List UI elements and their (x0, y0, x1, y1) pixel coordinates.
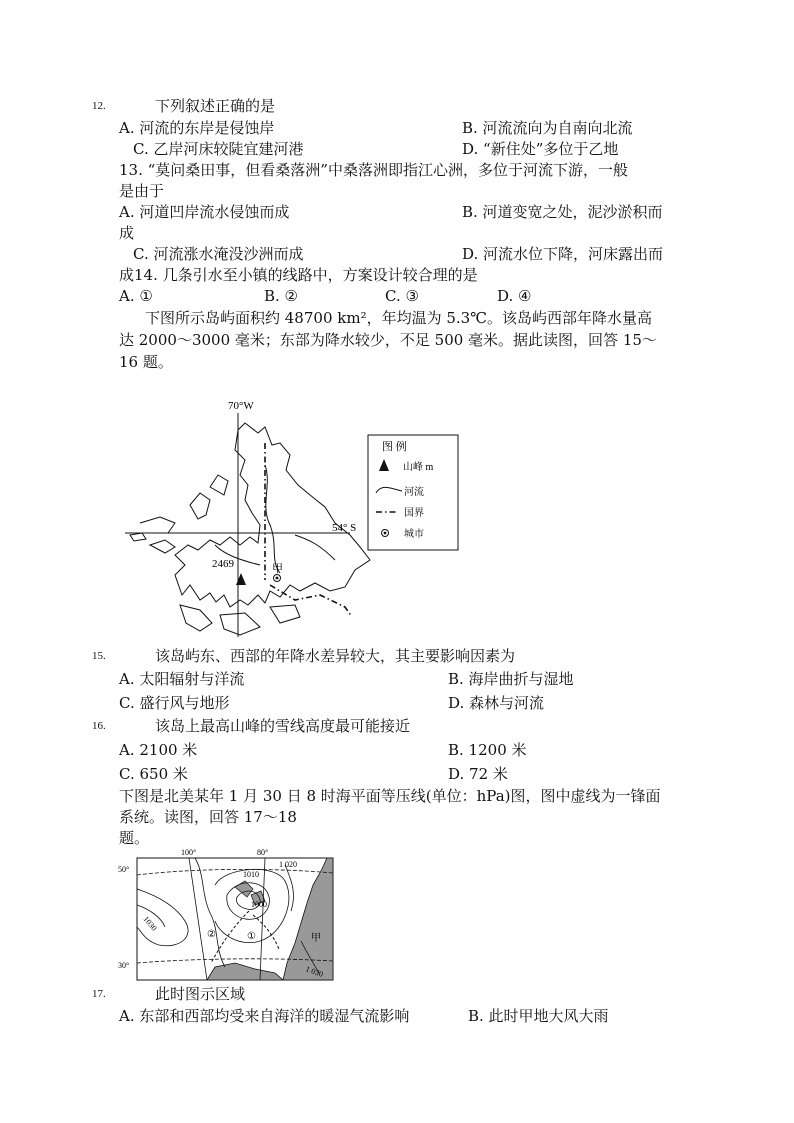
q15-number: 15. (92, 650, 106, 662)
legend-border: 国界 (404, 508, 424, 519)
longitude-label: 70°W (228, 400, 254, 412)
intro15-line1: 下图所示岛屿面积约 48700 km²，年均温为 5.3℃。该岛屿西部年降水量高 (145, 309, 652, 327)
island-coastline (175, 423, 370, 607)
q13-option-a: A. 河道凹岸流水侵蚀而成 (119, 203, 290, 221)
q15-option-c: C. 盛行风与地形 (119, 694, 230, 712)
q14-option-a: A. ① (119, 287, 153, 305)
lat50-label: 50° (118, 865, 130, 874)
q17-option-a: A. 东部和西部均受来自海洋的暖湿气流影响 (119, 1007, 410, 1025)
q17-number: 17. (92, 988, 106, 1000)
q13-option-b: B. 河道变宽之处，泥沙淤积而 (462, 203, 663, 221)
q17-stem: 此时图示区域 (155, 985, 246, 1003)
isobar-map (115, 845, 340, 985)
south-islands (180, 605, 300, 635)
city-label: 甲 (272, 563, 283, 575)
peak-elevation: 2469 (212, 558, 234, 570)
q15-option-a: A. 太阳辐射与洋流 (119, 670, 245, 688)
q12-option-a: A. 河流的东岸是侵蚀岸 (119, 119, 275, 137)
q16-option-d: D. 72 米 (448, 765, 508, 783)
q14-option-c: C. ③ (385, 287, 419, 305)
q12-option-b: B. 河流流向为自南向北流 (462, 119, 633, 137)
q12-option-d: D. “新住处”多位于乙地 (462, 140, 619, 158)
q13-option-d: D. 河流水位下降，河床露出而 (462, 245, 664, 263)
q15-option-b: B. 海岸曲折与湿地 (448, 670, 574, 688)
q12-option-c: C. 乙岸河床较陡宜建河港 (133, 140, 304, 158)
river-1 (265, 465, 280, 573)
q17-option-b: B. 此时甲地大风大雨 (468, 1007, 609, 1025)
intro15-line3: 16 题。 (119, 353, 173, 371)
river-2 (295, 535, 335, 560)
iso-1010-label: 1010 (243, 870, 259, 879)
latitude-label: 54° S (332, 522, 357, 534)
q16-option-b: B. 1200 米 (448, 741, 527, 759)
q14-option-b: B. ② (264, 287, 299, 305)
iso-1030-east-label: 1 030 (304, 964, 325, 980)
intro15-line2: 达 2000～3000 毫米；东部为降水较少，不足 500 毫米。据此读图，回答 15～ (119, 331, 657, 349)
mark-1: ① (247, 931, 256, 942)
intro17-line1: 下图是北美某年 1 月 30 日 8 时海平面等压线(单位：hPa)图，图中虚线为一锋面 (119, 787, 661, 805)
mark-jia: 甲 (311, 933, 321, 944)
legend-river: 河流 (404, 487, 424, 498)
q13-option-c: C. 河流涨水淹没沙洲而成 (133, 245, 304, 263)
lon100-label: 100° (181, 848, 197, 857)
q14-option-d: D. ④ (497, 287, 532, 305)
q16-option-a: A. 2100 米 (119, 741, 198, 759)
legend-peak: 山峰 m (403, 462, 434, 473)
q13-option-b-cont: 成 (119, 224, 135, 242)
iso-1000-label: 1000 (251, 900, 267, 909)
iso-1030-label: 1030 (141, 914, 159, 933)
iso-1020-label: 1 020 (279, 860, 297, 869)
q13-option-d-cont-q14-stem: 成14. 几条引水至小镇的线路中，方案设计较合理的是 (119, 266, 478, 284)
q16-number: 16. (92, 720, 106, 732)
legend-city: 城市 (404, 529, 424, 540)
q16-option-c: C. 650 米 (119, 765, 188, 783)
intro17-line3: 题。 (119, 829, 150, 847)
q12-number: 12. (92, 100, 106, 112)
q16-stem: 该岛上最高山峰的雪线高度最可能接近 (155, 717, 411, 735)
q15-option-d: D. 森林与河流 (448, 694, 545, 712)
q12-stem: 下列叙述正确的是 (155, 97, 276, 115)
q15-stem: 该岛屿东、西部的年降水差异较大，其主要影响因素为 (155, 647, 516, 665)
legend-title: 图 例 (382, 441, 407, 453)
q13-stem-line2: 是由于 (119, 182, 165, 200)
lat30-label: 30° (118, 961, 130, 970)
mark-2: ② (207, 929, 216, 940)
island-map (120, 395, 470, 640)
intro17-line2: 系统。读图，回答 17～18 (119, 808, 297, 826)
lon80-label: 80° (257, 848, 269, 857)
q13-stem-line1: 13. “莫问桑田事，但看桑落洲”中桑落洲即指江心洲，多位于河流下游，一般 (119, 161, 628, 179)
